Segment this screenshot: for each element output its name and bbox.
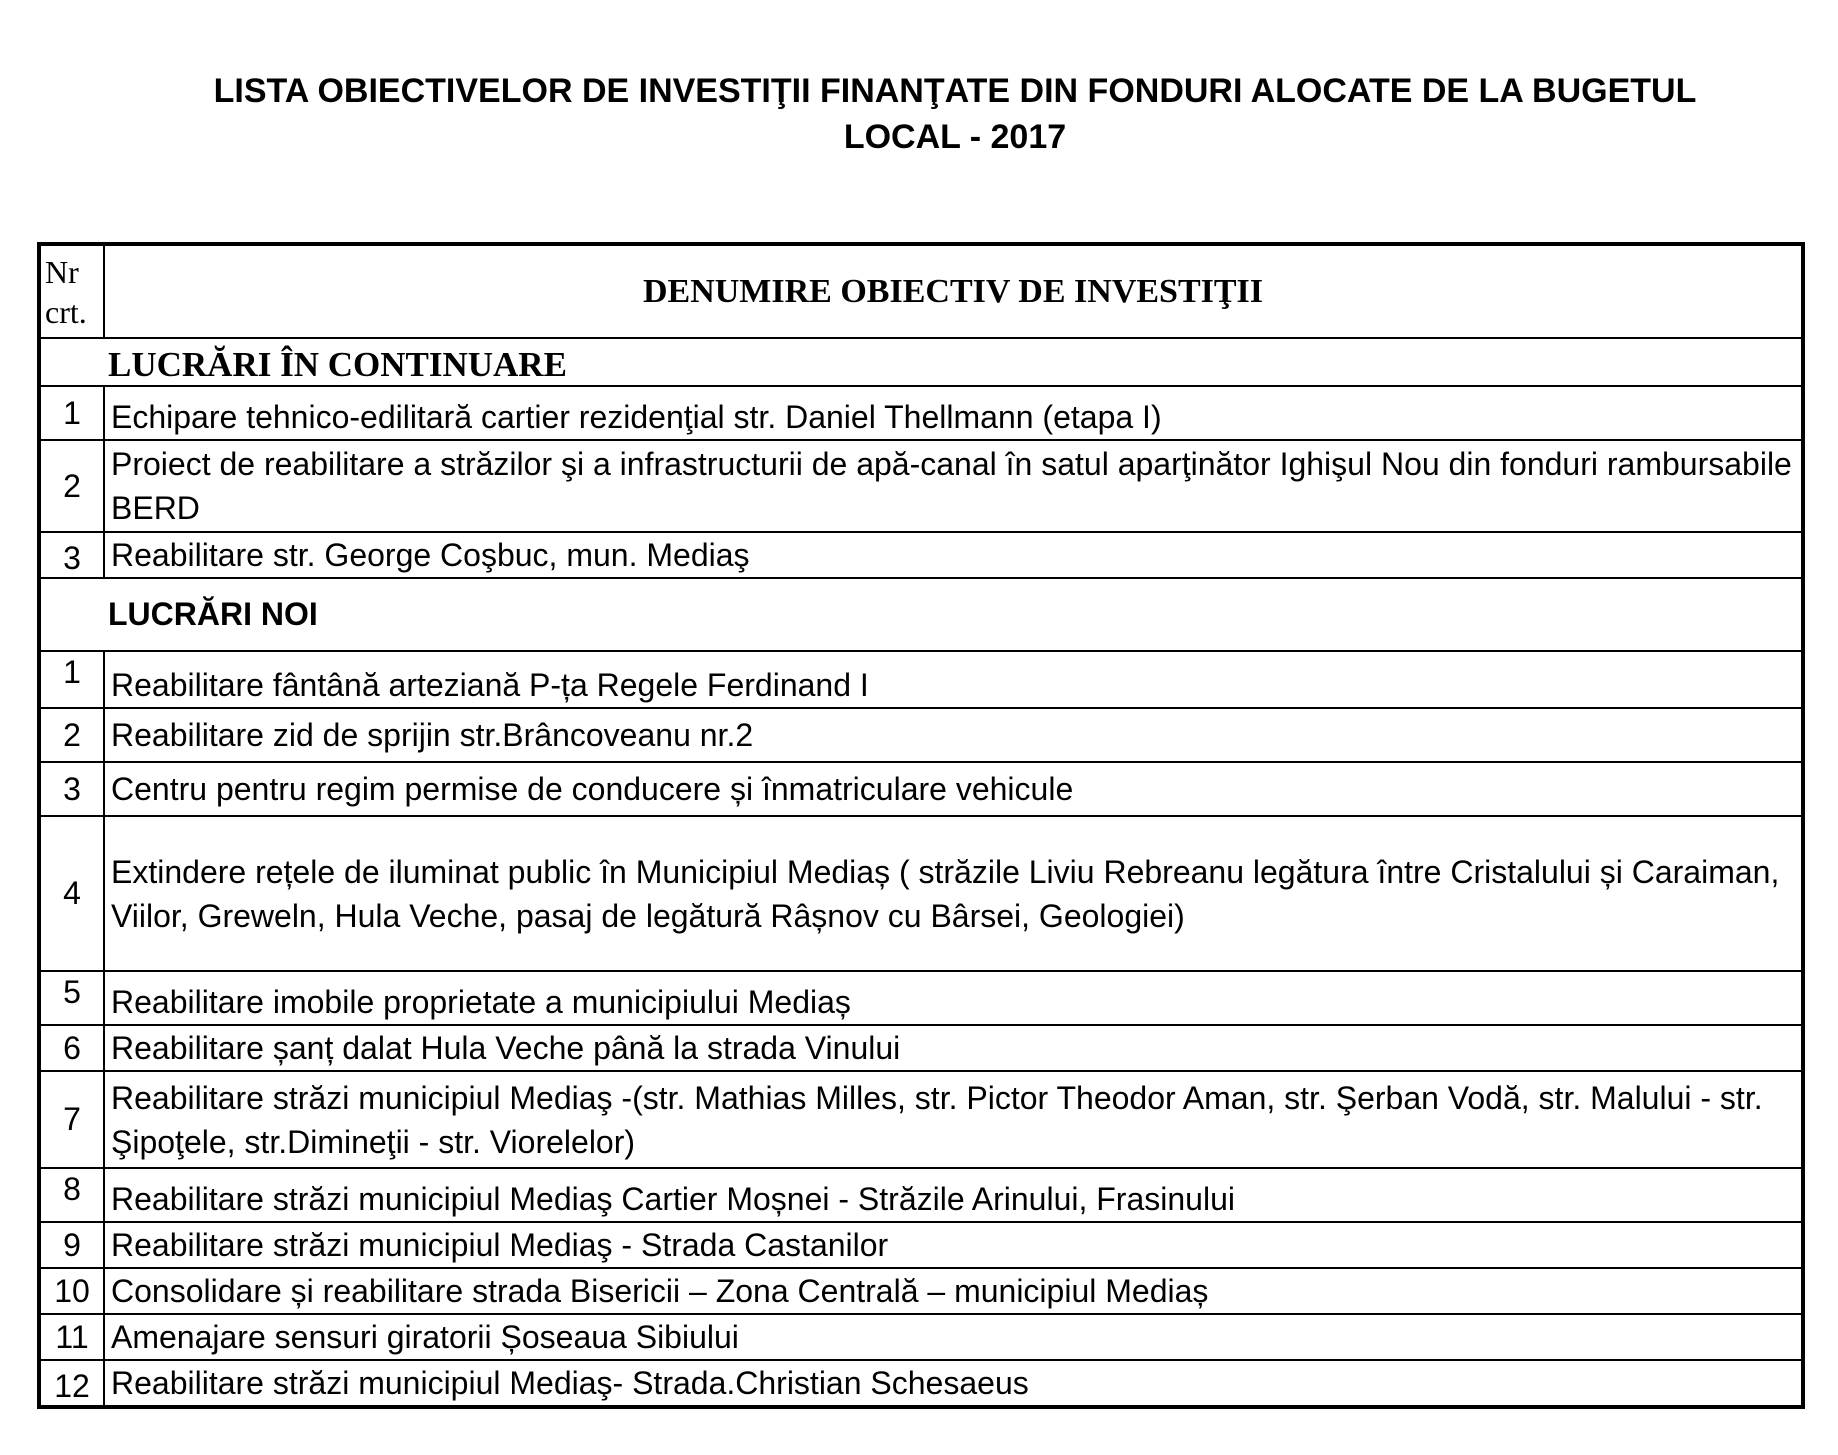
row-name: Reabilitare fântână arteziană P-ța Regele Ferdinand I <box>104 651 1803 708</box>
table-row <box>39 1314 1803 1360</box>
title-line-2: LOCAL - 2017 <box>843 118 1067 156</box>
row-number: 3 <box>39 762 104 816</box>
row-number: 1 <box>39 651 104 708</box>
row-name: Centru pentru regim permise de conducere și înmatriculare vehicule <box>104 762 1803 816</box>
table-row <box>39 1168 1803 1222</box>
investment-table <box>37 242 1805 1409</box>
row-name: Proiect de reabilitare a străzilor şi a infrastructurii de apă-canal în satul aparţinător Ighişul Nou din fonduri rambursabile BERD <box>104 440 1803 532</box>
section-title-continuare: LUCRĂRI ÎN CONTINUARE <box>39 338 1803 386</box>
row-number: 3 <box>39 532 104 578</box>
row-number: 2 <box>39 440 104 532</box>
section-title-noi: LUCRĂRI NOI <box>39 578 1803 651</box>
table-row <box>39 440 1803 532</box>
header-nr-crt <box>39 244 104 338</box>
row-number: 10 <box>39 1268 104 1314</box>
table-row <box>39 971 1803 1025</box>
section-row <box>39 578 1803 651</box>
table-header-row <box>39 244 1803 338</box>
title-line-1: LISTA OBIECTIVELOR DE INVESTIŢII FINANŢATE DIN FONDURI ALOCATE DE LA BUGETUL <box>213 72 1697 110</box>
row-name: Extindere rețele de iluminat public în Municipiul Mediaș ( străzile Liviu Rebreanu legătura între Cristalului și Caraiman, Viilor, Greweln, Hula Veche, pasaj de legătură Râșnov cu Bârsei, Geologiei) <box>104 816 1803 971</box>
header-nr-line2: crt. <box>45 293 87 330</box>
row-name: Reabilitare imobile proprietate a municipiului Mediaș <box>104 971 1803 1025</box>
row-number: 1 <box>39 386 104 440</box>
header-denumire: DENUMIRE OBIECTIV DE INVESTIŢII <box>104 244 1803 338</box>
row-name: Reabilitare străzi municipiul Mediaş Cartier Moșnei - Străzile Arinului, Frasinului <box>104 1168 1803 1222</box>
row-name: Reabilitare străzi municipiul Mediaş -(str. Mathias Milles, str. Pictor Theodor Aman, str. Şerban Vodă, str. Malului - str. Şipoţele, str.Dimineţii - str. Viorelelor) <box>104 1071 1803 1168</box>
header-nr-line1: Nr <box>45 253 79 290</box>
section-row <box>39 338 1803 386</box>
table-row <box>39 708 1803 762</box>
table-row <box>39 1025 1803 1071</box>
row-number: 7 <box>39 1071 104 1168</box>
table-row <box>39 816 1803 971</box>
table-row <box>39 1222 1803 1268</box>
row-name: Consolidare și reabilitare strada Bisericii – Zona Centrală – municipiul Mediaș <box>104 1268 1803 1314</box>
document-title <box>120 68 1790 160</box>
row-number: 8 <box>39 1168 104 1222</box>
row-number: 6 <box>39 1025 104 1071</box>
row-number: 2 <box>39 708 104 762</box>
table-row <box>39 532 1803 578</box>
row-name: Reabilitare șanț dalat Hula Veche până la strada Vinului <box>104 1025 1803 1071</box>
row-name: Reabilitare str. George Coşbuc, mun. Mediaş <box>104 532 1803 578</box>
table-row <box>39 762 1803 816</box>
table-row <box>39 1268 1803 1314</box>
row-name: Amenajare sensuri giratorii Șoseaua Sibiului <box>104 1314 1803 1360</box>
table-row <box>39 1360 1803 1407</box>
row-number: 12 <box>39 1360 104 1407</box>
table-row <box>39 1071 1803 1168</box>
table-row <box>39 651 1803 708</box>
row-name: Reabilitare străzi municipiul Mediaş - Strada Castanilor <box>104 1222 1803 1268</box>
table-row <box>39 386 1803 440</box>
row-number: 4 <box>39 816 104 971</box>
row-name: Reabilitare străzi municipiul Mediaş- Strada.Christian Schesaeus <box>104 1360 1803 1407</box>
row-name: Reabilitare zid de sprijin str.Brâncoveanu nr.2 <box>104 708 1803 762</box>
row-number: 11 <box>39 1314 104 1360</box>
row-number: 9 <box>39 1222 104 1268</box>
row-name: Echipare tehnico-edilitară cartier rezidenţial str. Daniel Thellmann (etapa I) <box>104 386 1803 440</box>
row-number: 5 <box>39 971 104 1025</box>
